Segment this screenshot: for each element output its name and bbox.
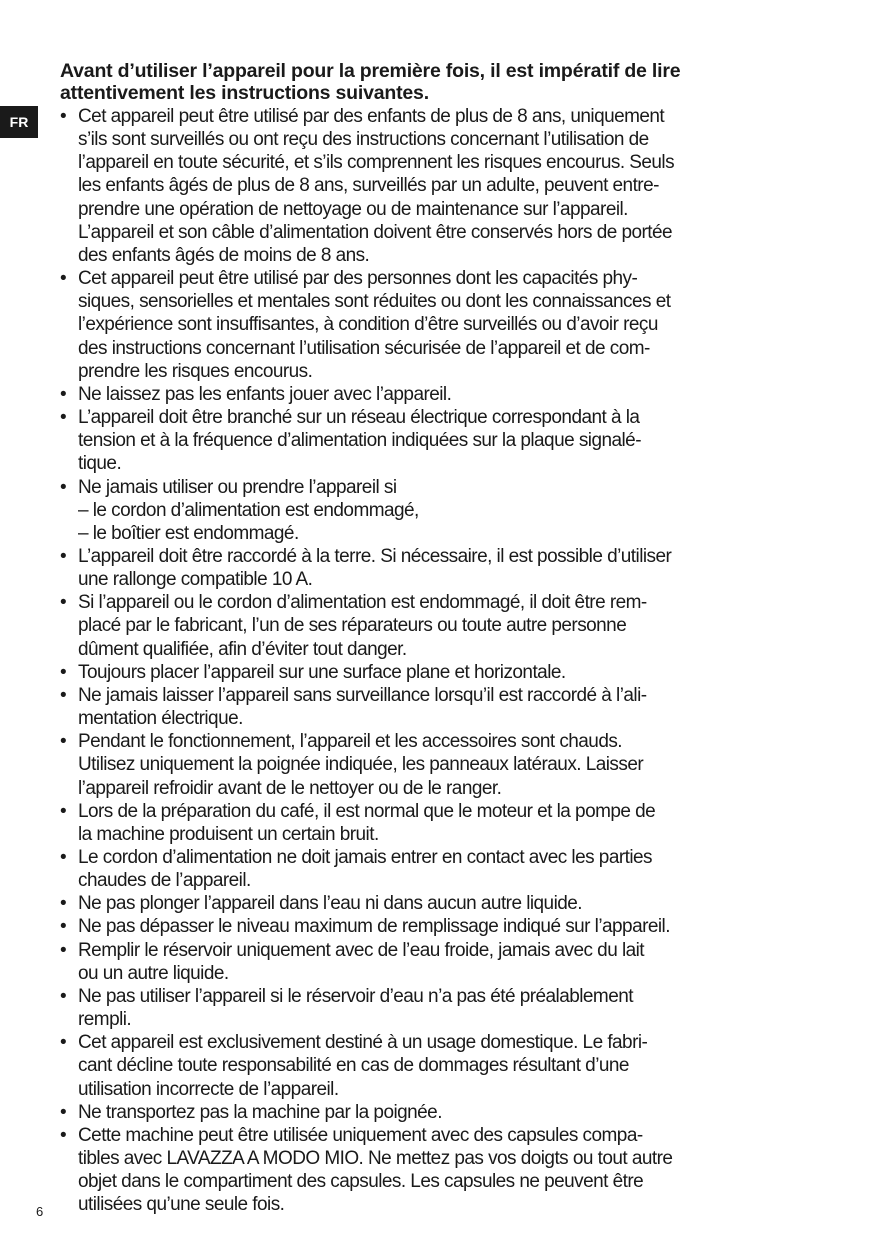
language-tab	[0, 106, 38, 138]
bullet-icon: •	[60, 684, 67, 706]
list-item	[60, 684, 820, 730]
bullet-icon: •	[60, 939, 67, 961]
bullet-icon: •	[60, 476, 67, 498]
list-item-text: L’appareil doit être branché sur un réseau électrique correspondant à la tension et à la fréquence d’alimentation indiquées sur la plaque signalé- tique.	[78, 407, 641, 475]
list-item	[60, 591, 820, 660]
list-item	[60, 1124, 820, 1217]
bullet-icon: •	[60, 1032, 67, 1054]
bullet-icon: •	[60, 407, 67, 429]
bullet-icon: •	[60, 731, 67, 753]
bullet-icon: •	[60, 383, 67, 405]
list-item-text: Remplir le réservoir uniquement avec de l’eau froide, jamais avec du lait ou un autre liquide.	[78, 939, 645, 984]
list-item-text: Si l’appareil ou le cordon d’alimentation est endommagé, il doit être rem- placé par le fabricant, l’un de ses réparateurs ou toute autre personne dûment qualifiée, afin d’éviter tout danger.	[78, 592, 647, 660]
bullet-icon: •	[60, 592, 67, 614]
list-item	[60, 406, 820, 475]
list-item-text: Lors de la préparation du café, il est normal que le moteur et la pompe de la machine produisent un certain bruit.	[78, 800, 656, 845]
safety-instructions	[60, 60, 820, 1217]
list-item	[60, 1031, 820, 1100]
bullet-icon: •	[60, 1124, 67, 1146]
list-item-text: Toujours placer l’appareil sur une surface plane et horizontale.	[78, 661, 566, 683]
list-item-text: Pendant le fonctionnement, l’appareil et les accessoires sont chauds. Utilisez uniquement la poignée indiquée, les panneaux latéraux. Laisser l’appareil refroidir avant de le nettoyer ou de le ranger.	[78, 731, 644, 799]
list-item	[60, 661, 820, 684]
list-item-text: Cet appareil peut être utilisé par des enfants de plus de 8 ans, uniquement s’ils sont surveillés ou ont reçu des instructions concernant l’utilisation de l’appareil en toute sécurité, et s’ils comprennent les risques encourus. Seuls les enfants âgés de plus de 8 ans, surveillés par un adulte, peuvent entre- prendre une opération de nettoyage ou de maintenance sur l’appareil. L’appareil et son câble d’alimentation doivent être conservés hors de portée des enfants âgés de moins de 8 ans.	[78, 106, 675, 266]
list-item-text: Ne jamais laisser l’appareil sans surveillance lorsqu’il est raccordé à l’ali- mentation électrique.	[78, 684, 647, 730]
list-item-text: Ne jamais utiliser ou prendre l’appareil si – le cordon d’alimentation est endommagé, – le boîtier est endommagé.	[78, 476, 419, 544]
bullet-icon: •	[60, 106, 67, 127]
list-item	[60, 892, 820, 915]
bullet-icon: •	[60, 893, 67, 915]
list-item-text: Ne pas plonger l’appareil dans l’eau ni dans aucun autre liquide.	[78, 893, 583, 915]
list-item-text: L’appareil doit être raccordé à la terre. Si nécessaire, il est possible d’utiliser une rallonge compatible 10 A.	[78, 545, 672, 591]
language-tab-label: FR	[9, 114, 29, 130]
instruction-list	[60, 105, 820, 1217]
list-item	[60, 105, 820, 267]
list-item	[60, 915, 820, 938]
list-item	[60, 985, 820, 1031]
list-item	[60, 939, 820, 985]
page-number: 6	[36, 1204, 44, 1219]
list-item	[60, 730, 820, 799]
list-item	[60, 383, 820, 406]
list-item	[60, 476, 820, 545]
bullet-icon: •	[60, 661, 67, 683]
bullet-icon: •	[60, 985, 67, 1007]
list-item	[60, 1101, 820, 1124]
list-item	[60, 800, 820, 846]
bullet-icon: •	[60, 800, 67, 822]
bullet-icon: •	[60, 545, 67, 567]
list-item-text: Cet appareil peut être utilisé par des personnes dont les capacités phy- siques, sensorielles et mentales sont réduites ou dont les connaissances et l’expérience sont insuffisantes, à condition d’être surveillés ou d’avoir reçu des instructions concernant l’utilisation sécurisée de l’appareil et de com- prendre les risques encourus.	[78, 268, 671, 382]
bullet-icon: •	[60, 916, 67, 938]
bullet-icon: •	[60, 268, 67, 290]
list-item-text: Ne transportez pas la machine par la poignée.	[78, 1101, 442, 1123]
bullet-icon: •	[60, 1101, 67, 1123]
list-item-text: Ne pas dépasser le niveau maximum de remplissage indiqué sur l’appareil.	[78, 916, 670, 938]
list-item	[60, 545, 820, 591]
bullet-icon: •	[60, 847, 67, 868]
list-item-text: Cette machine peut être utilisée uniquement avec des capsules compa- tibles avec LAVAZZA A MODO MIO. Ne mettez pas vos doigts ou tout autre objet dans le compartiment des capsules. Les capsules ne peuvent être utilisées qu’une seule fois.	[78, 1124, 673, 1216]
list-item	[60, 846, 820, 892]
list-item-text: Ne pas utiliser l’appareil si le réservoir d’eau n’a pas été préalablement rempli.	[78, 985, 633, 1031]
list-item-text: Cet appareil est exclusivement destiné à un usage domestique. Le fabri- cant décline toute responsabilité en cas de dommages résultant d’une utilisation incorrecte de l’appareil.	[78, 1032, 648, 1100]
list-item	[60, 267, 820, 383]
list-item-text: Ne laissez pas les enfants jouer avec l’appareil.	[78, 383, 452, 405]
list-item-text: Le cordon d’alimentation ne doit jamais entrer en contact avec les parties chaudes de l’appareil.	[78, 847, 652, 892]
page-heading: Avant d’utiliser l’appareil pour la première fois, il est impératif de lire attentivement les instructions suivantes.	[60, 60, 681, 104]
